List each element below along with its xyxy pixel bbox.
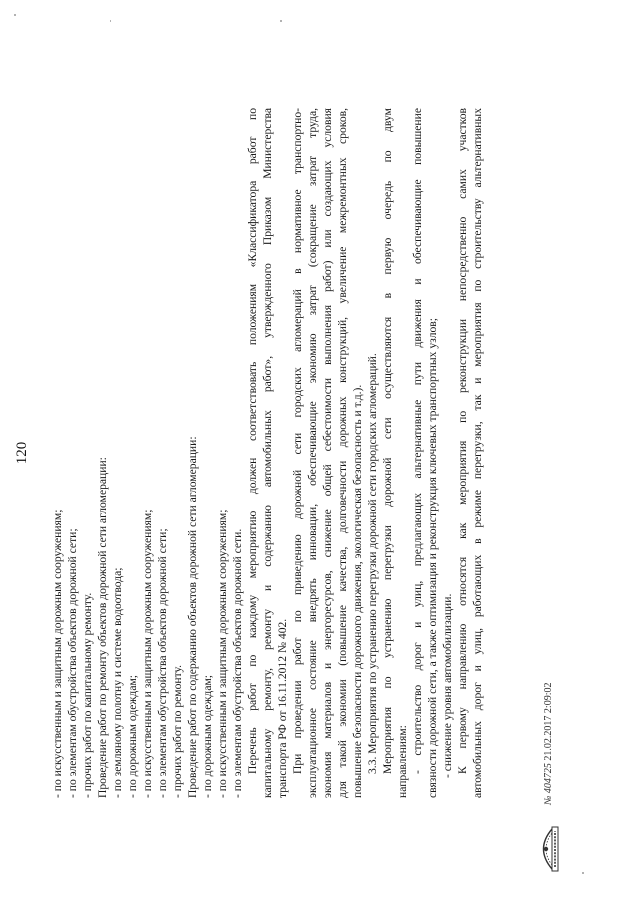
- text-line: - по дорожным одеждам;: [126, 674, 139, 798]
- text-line: эксплуатационное состояние внедрять инновации, обеспечивающие экономию затрат (сокращение затрат труда,: [306, 108, 319, 798]
- scan-speck: [110, 20, 111, 22]
- text-line: - по искусственным и защитным дорожным сооружениям;: [141, 509, 154, 798]
- text-line: - по элементам обустройства объектов дорожной сети;: [156, 528, 169, 798]
- page-number: 120: [14, 441, 30, 465]
- text-line: 3.3. Мероприятия по устранению перегрузки дорожной сети городских агломераций.: [366, 353, 379, 774]
- scan-speck: [14, 14, 16, 16]
- text-line: Проведение работ по содержанию объектов дорожной сети агломерации:: [186, 436, 199, 798]
- text-line: К первому направлению относятся как мероприятия по реконструкции непосредственно самих участков: [456, 108, 469, 774]
- text-line: - прочих работ по капитальному ремонту.: [81, 592, 94, 798]
- text-line: - по элементам обустройства объектов дорожной сети.: [231, 528, 244, 798]
- text-line: - снижение уровня автомобилизации.: [441, 593, 454, 778]
- text-line: - прочих работ по ремонту.: [171, 664, 184, 798]
- text-line: для такой экономии (повышение качества, долговечности дорожных конструкций, увеличение межремонтных сроков,: [336, 108, 349, 798]
- text-line: экономия материалов и энергоресурсов, снижение общей себестоимости выполнения работ) или создающих условия: [321, 108, 334, 798]
- text-line: При проведении работ по приведению дорожной сети городских агломераций в нормативное транспортно-: [291, 108, 304, 774]
- text-line: повышение безопасности дорожного движения, экологическая безопасность и т.д.).: [351, 384, 364, 798]
- text-line: Перечень работ по каждому мероприятию должен соответствовать положениям «Классификатора работ по: [246, 108, 259, 774]
- text-line: транспорта РФ от 16.11.2012 № 402.: [276, 618, 289, 798]
- text-line: - по земляному полотну и системе водоотвода;: [111, 567, 124, 798]
- text-line: Мероприятия по устранению перегрузки дорожной сети осуществляются в первую очередь по двум: [381, 108, 394, 774]
- text-line: направлениям:: [396, 725, 409, 798]
- text-line: - по искусственным и защитным дорожным сооружениям;: [216, 509, 229, 798]
- rotated-page-content: [12, 13, 572, 893]
- text-line: - по искусственным и защитным дорожным сооружениям;: [51, 509, 64, 798]
- page-footer: [537, 15, 567, 875]
- text-line: Проведение работ по ремонту объектов дорожной сети агломерации:: [96, 457, 109, 798]
- document-timestamp: 21.02.2017 2:09:02: [543, 682, 554, 761]
- text-line: связности дорожной сети, а также оптимизация и реконструкция ключевых транспортных узлов;: [426, 317, 439, 798]
- document-body: [50, 108, 485, 798]
- text-line: капитальному ремонту, ремонту и содержанию автомобильных работ», утвержденного Приказом Министерства: [261, 108, 274, 798]
- text-line: - по элементам обустройства объектов дорожной сети;: [66, 528, 79, 798]
- document-number: № 404725: [543, 763, 554, 805]
- scan-speck: [582, 872, 584, 874]
- text-line: автомобильных дорог и улиц, работающих в режиме перегрузки, так и мероприятия по строительству альтернативных: [471, 108, 484, 798]
- registry-stamp-icon: [537, 823, 561, 875]
- document-reference: [543, 683, 554, 806]
- text-line: - строительство дорог и улиц, предлагающих альтернативные пути движения и обеспечивающие повышение: [411, 108, 424, 774]
- text-line: - по дорожным одеждам;: [201, 674, 214, 798]
- scan-speck: [280, 20, 282, 22]
